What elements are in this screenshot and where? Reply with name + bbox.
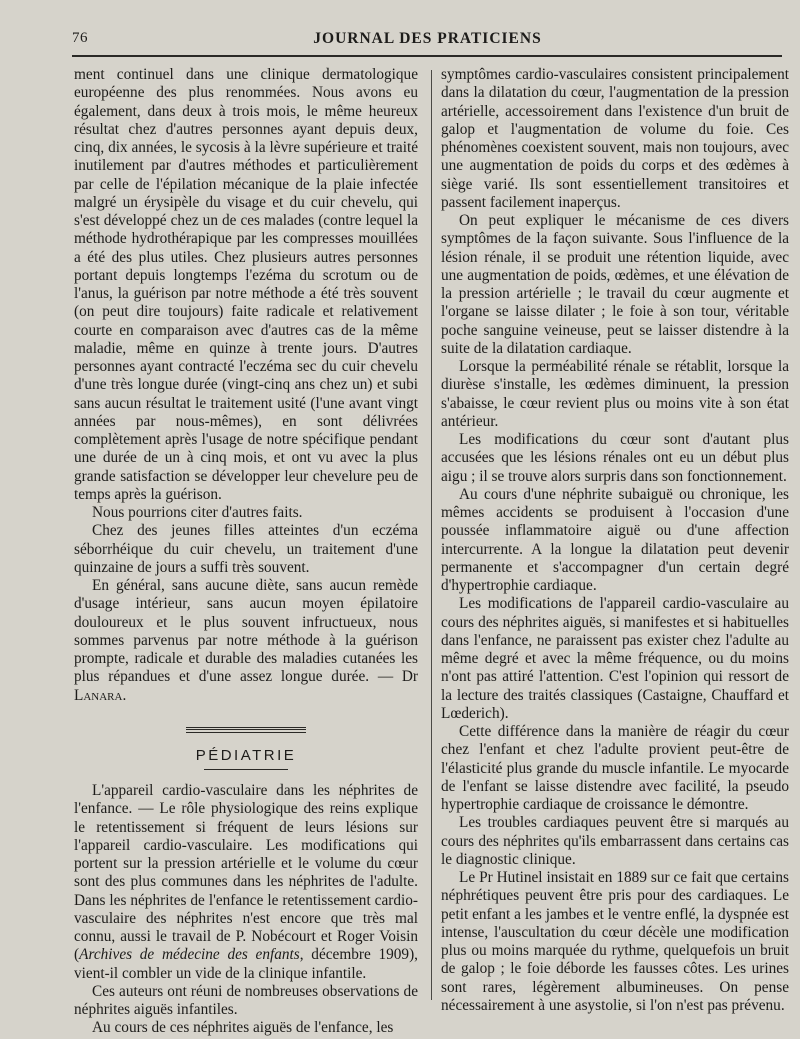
header-rule	[72, 55, 782, 57]
section-rule-top-thin	[186, 732, 306, 733]
running-title: JOURNAL DES PRATICIENS	[313, 30, 542, 47]
paragraph: Cette différence dans la manière de réagir du cœur chez l'enfant et chez l'adulte provient peut-être de l'élasticité plus grande du muscle infantile. Le myocarde de l'enfant se laisse distendre avec facilité, la pseudo hypertrophie cardiaque de croissance le démontre.	[441, 723, 789, 813]
section-heading: PÉDIATRIE	[195, 746, 297, 764]
right-column	[441, 66, 789, 1015]
page-header	[60, 28, 795, 52]
article-paragraph	[74, 782, 418, 983]
paragraph-text: En général, sans aucune diète, sans aucun remède d'usage intérieur, sans aucun moyen épilatoire douloureux et le plus souvent infructueux, nous sommes parvenus par notre méthode à la guérison prompte, radicale et durable des maladies cutanées les plus répandues et d'une assez longue durée. —	[74, 577, 418, 686]
left-column	[74, 66, 418, 1038]
paragraph: Les troubles cardiaques peuvent être si marqués au cours des néphrites qu'ils embarrassent dans certains cas le diagnostic clinique.	[441, 814, 789, 868]
page-number: 76	[72, 30, 88, 46]
section-rule-bottom	[204, 769, 288, 770]
paragraph-with-signature	[74, 577, 418, 705]
paragraph: Au cours d'une néphrite subaiguë ou chronique, les mêmes accidents se produisent à l'occasion d'une poussée inflammatoire aiguë ou d'une affection intercurrente. A la longue la dilatation peut devenir permanente et s'accompagner d'un certain degré d'hypertrophie cardiaque.	[441, 485, 789, 594]
section-rule-top	[186, 727, 306, 730]
signature-author: Lanara.	[74, 686, 127, 704]
paragraph: Les modifications de l'appareil cardio-vasculaire au cours des néphrites aiguës, si manifestes et si habituelles dans l'enfance, ne paraissent pas exister chez l'adulte au même degré et avec la même fréquence, ou du moins n'ont pas attiré l'attention. C'est l'opinion qui ressort de la lecture des traités classiques (Castaigne, Chauffard et Lœderich).	[441, 595, 789, 722]
column-divider	[431, 70, 432, 1000]
paragraph: Ces auteurs ont réuni de nombreuses observations de néphrites aiguës infantiles.	[74, 982, 418, 1018]
signature-prefix: Dr	[401, 668, 418, 686]
paragraph: Le Pr Hutinel insistait en 1889 sur ce fait que certains néphrétiques peuvent être pris pour des cardiaques. Le petit enfant a les jambes et le ventre enflé, la dyspnée est intense, l'auscultation du cœur décèle une modification plus ou moins marquée du rythme, quelquefois un bruit de galop ; le foie déborde les fausses côtes. Les urines sont rares, légèrement albumineuses. On pense nécessairement à une asystolie, si l'on n'est pas prévenu.	[441, 869, 789, 1014]
paragraph: ment continuel dans une clinique dermatologique européenne des plus renommées. Nous avons eu également, dans deux à trois mois, le même heureux résultat chez d'autres personnes ayant depuis deux, cinq, dix années, le sycosis à la lèvre supérieure et traité inutilement par d'autres méthodes et particulièrement par celle de l'épilation mécanique de la plaie infectée malgré un érysipèle du visage et du cuir chevelu, qui s'est développé chez un de ces malades (contre lequel la méthode hydrothérapique par les compresses mouillées a été des plus utiles. Chez plusieurs autres personnes portant depuis longtemps l'ezéma du scrotum ou de l'anus, la guérison par notre méthode a été très souvent (on peut dire toujours) faite radicale et relativement courte en comparaison avec d'autres cas de la même maladie, même en quinze à trente jours. D'autres personnes ayant contracté l'eczéma sec du cuir chevelu d'une très longue durée (vingt-cinq ans chez un) et subi sans aucun résultat le traitement usité (l'une avant vingt années par nous-mêmes), en sont délivrées complètement après l'usage de notre spécifique pendant une durée de un à cinq mois, et ont vu avec la plus grande satisfaction se développer leur chevelure peu de temps après la guérison.	[74, 66, 418, 503]
paragraph: Nous pourrions citer d'autres faits.	[92, 504, 303, 521]
journal-citation: Archives de médecine des enfants	[79, 946, 300, 964]
paragraph: Lorsque la perméabilité rénale se rétablit, lorsque la diurèse s'installe, les œdèmes diminuent, la pression s'abaisse, le cœur revient plus ou moins vite à son état antérieur.	[441, 358, 789, 430]
paragraph: symptômes cardio-vasculaires consistent principalement dans la dilatation du cœur, l'augmentation de la pression artérielle, accessoirement dans l'existence d'un bruit de galop et l'augmentation de volume du foie. Ces phénomènes coexistent souvent, mais non toujours, avec une augmentation de poids du corps et des œdèmes à siège varié. Ils sont essentiellement transitoires et passent facilement inaperçus.	[441, 66, 789, 211]
article-title: L'appareil cardio-vasculaire dans les néphrites de l'enfance.	[74, 782, 418, 818]
paragraph-text: — Le rôle physiologique des reins explique le retentissement si fréquent de leurs lésions sur l'appareil cardio-vasculaire. Les modifications qui portent sur la pression artérielle et le volume du cœur sont des plus communes dans les néphrites de l'adulte. Dans les néphrites de l'enfance le retentissement cardio-vasculaire des néphrites n'est encore que très mal connu, aussi le travail de P. Nobécourt et Roger Voisin (	[74, 800, 418, 964]
paragraph-text: , décembre 1909), vient-il combler un vide de la clinique infantile.	[74, 946, 418, 982]
paragraph: Les modifications du cœur sont d'autant plus accusées que les lésions rénales ont eu un début plus aigu ; il se trouve alors surpris dans son fonctionnement.	[441, 431, 789, 485]
paragraph: Au cours de ces néphrites aiguës de l'enfance, les	[92, 1019, 394, 1037]
paragraph: Chez des jeunes filles atteintes d'un eczéma séborrhéique du cuir chevelu, un traitement d'une quinzaine de jours a suffi très souvent.	[74, 522, 418, 576]
paragraph: On peut expliquer le mécanisme de ces divers symptômes de la façon suivante. Sous l'influence de la lésion rénale, il se produit une rétention liquide, avec une augmentation de poids, œdèmes, et une élévation de la pression artérielle ; le travail du cœur augmente et l'organe se laisse dilater ; le foie à son tour, véritable poche sanguine veineuse, peut se laisser distendre à la suite de la dilatation cardiaque.	[441, 212, 789, 357]
